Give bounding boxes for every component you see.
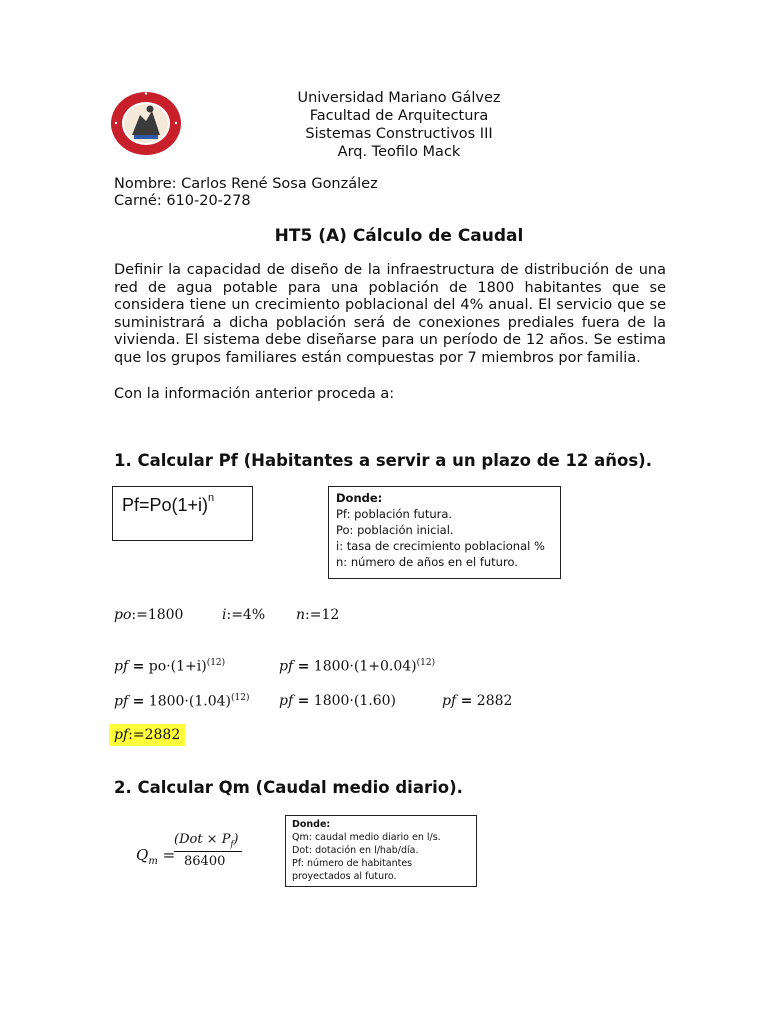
equation-4: pf = 1800·(1.60)	[279, 693, 396, 709]
problem-statement: Definir la capacidad de diseño de la infraestructura de distribución de una red de agua potable para una población de 1800 habitantes que se considera tiene un crecimiento poblacional del 4% anual. El servicio que se suministrará a dicha población será de conexiones prediales fuera de la vivienda. El sistema debe diseñarse para un período de 12 años. Se estima que los grupos familiares están compuestas por 7 miembros por familia.	[114, 262, 666, 366]
definition-line: n: número de años en el futuro.	[336, 555, 518, 569]
flow-formula	[136, 832, 246, 872]
university-name: Universidad Mariano Gálvez	[297, 90, 501, 106]
formula-denominator: 86400	[184, 854, 226, 869]
assign-po: po:=1800	[114, 607, 184, 623]
assign-n: n:=12	[296, 607, 340, 623]
formula-exponent: n	[208, 492, 215, 504]
equation-5: pf = 2882	[442, 693, 513, 709]
student-name: Nombre: Carlos René Sosa González	[114, 176, 378, 192]
equation-3: pf = $1800\cdot(1.04)^{(12)}$	[114, 693, 250, 710]
definitions-title: Donde:	[336, 491, 383, 505]
definitions-box-1	[328, 486, 561, 579]
formula-q: $Q_m$ =	[136, 846, 176, 867]
formula-box	[112, 486, 253, 541]
formula-text: Pf=Po(1+i)	[122, 495, 209, 515]
university-header	[0, 89, 768, 161]
result-highlight: pf:=2882	[109, 724, 185, 746]
growth-formula	[122, 492, 215, 516]
section-2-heading: 2. Calcular Qm (Caudal medio diario).	[114, 778, 463, 797]
definition-line: Qm: caudal medio diario en l/s.	[292, 832, 441, 843]
equation-2: pf = $1800\cdot(1+0.04)^{(12)}$	[279, 658, 436, 675]
section-1-heading: 1. Calcular Pf (Habitantes a servir a un plazo de 12 años).	[114, 451, 652, 470]
definition-line: Pf: número de habitantes	[292, 858, 413, 869]
definition-line: Pf: población futura.	[336, 507, 453, 521]
definitions-box-2	[285, 815, 477, 887]
assign-i: i:=4%	[222, 607, 266, 623]
definition-line: proyectados al futuro.	[292, 871, 397, 882]
faculty-name: Facultad de Arquitectura	[309, 108, 489, 124]
definitions-title: Donde:	[292, 819, 331, 830]
fraction-bar	[174, 851, 242, 852]
formula-numerator: $(Dot \times P_f)$	[174, 832, 239, 849]
student-id: Carné: 610-20-278	[114, 193, 251, 209]
page-title: HT5 (A) Cálculo de Caudal	[274, 226, 524, 246]
equation-1: pf = $po\cdot(1+i)^{(12)}$	[114, 658, 226, 675]
definition-line: Dot: dotación en l/hab/día.	[292, 845, 419, 856]
definition-line: Po: población inicial.	[336, 523, 454, 537]
instruction-text: Con la información anterior proceda a:	[114, 386, 395, 402]
definition-line: i: tasa de crecimiento poblacional %	[336, 539, 545, 553]
course-name: Sistemas Constructivos III	[305, 126, 493, 142]
professor-name: Arq. Teofilo Mack	[337, 144, 461, 160]
